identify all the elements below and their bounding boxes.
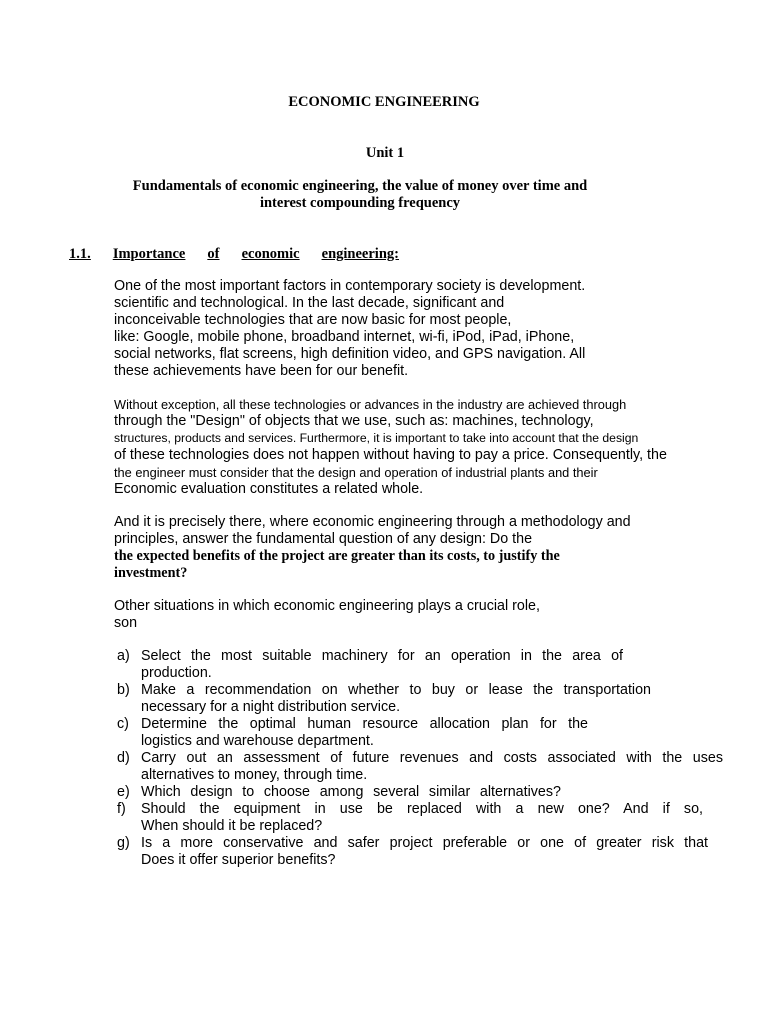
- section-word: economic: [241, 246, 300, 262]
- list-marker: d): [117, 750, 130, 766]
- paragraph-development: [114, 278, 585, 380]
- paragraph-design: [114, 396, 667, 498]
- text-line: investment?: [114, 565, 188, 581]
- section-word: Importance: [112, 246, 186, 262]
- section-heading: [69, 246, 399, 263]
- list-item-text: logistics and warehouse department.: [141, 733, 374, 749]
- list-item-text: Should the equipment in use be replaced with a new one? And if so,: [141, 801, 703, 817]
- text-line: the expected benefits of the project are greater than its costs, to justify the: [114, 548, 560, 564]
- text-line: structures, products and services. Furthermore, it is important to take into account that the design: [114, 431, 639, 445]
- list-item: [117, 716, 723, 750]
- text-line: of these technologies does not happen without having to pay a price. Consequently, the: [114, 447, 667, 463]
- subtitle-line: Fundamentals of economic engineering, the value of money over time and: [132, 178, 588, 194]
- list-marker: b): [117, 682, 130, 698]
- list-item-text: Which design to choose among several similar alternatives?: [141, 784, 561, 800]
- paragraph-situations: [114, 598, 540, 632]
- list-item: [117, 784, 723, 801]
- list-item-text: Make a recommendation on whether to buy or lease the transportation: [141, 682, 651, 698]
- subtitle-line: interest compounding frequency: [259, 195, 461, 211]
- list-item-text: When should it be replaced?: [141, 818, 323, 834]
- situations-list: [117, 648, 723, 869]
- unit-subtitle: [100, 178, 620, 212]
- list-item-text: Determine the optimal human resource allocation plan for the: [141, 716, 588, 732]
- text-line: scientific and technological. In the last decade, significant and: [114, 295, 505, 311]
- text-line: through the "Design" of objects that we use, such as: machines, technology,: [114, 413, 594, 429]
- text-line: Economic evaluation constitutes a related whole.: [114, 481, 424, 497]
- text-line: like: Google, mobile phone, broadband internet, wi-fi, iPod, iPad, iPhone,: [114, 329, 575, 345]
- list-item-text: Carry out an assessment of future revenues and costs associated with the uses: [141, 750, 723, 766]
- section-word: of: [207, 246, 220, 262]
- list-item-text: alternatives to money, through time.: [141, 767, 368, 783]
- list-marker: f): [117, 801, 126, 817]
- text-line: the engineer must consider that the design and operation of industrial plants and their: [114, 465, 598, 480]
- text-line: One of the most important factors in contemporary society is development.: [114, 278, 586, 294]
- paragraph-question: [114, 514, 631, 582]
- unit-heading: Unit 1: [365, 145, 405, 161]
- list-item: [117, 835, 723, 869]
- list-item: [117, 801, 723, 835]
- list-item: [117, 750, 723, 784]
- text-line: Without exception, all these technologies or advances in the industry are achieved through: [114, 397, 627, 412]
- text-line: And it is precisely there, where economic engineering through a methodology and: [114, 514, 631, 530]
- list-item-text: necessary for a night distribution service.: [141, 699, 401, 715]
- section-number: 1.1.: [69, 246, 91, 262]
- list-item-text: production.: [141, 665, 212, 681]
- section-word: engineering:: [321, 246, 399, 262]
- list-marker: g): [117, 835, 130, 851]
- text-line: these achievements have been for our benefit.: [114, 363, 409, 379]
- list-marker: e): [117, 784, 130, 800]
- list-marker: a): [117, 648, 130, 664]
- document-title: ECONOMIC ENGINEERING: [288, 94, 480, 110]
- text-line: principles, answer the fundamental question of any design: Do the: [114, 531, 533, 547]
- list-item-text: Select the most suitable machinery for an operation in the area of: [141, 648, 623, 664]
- list-item-text: Is a more conservative and safer project preferable or one of greater risk that: [141, 835, 708, 851]
- text-line: social networks, flat screens, high definition video, and GPS navigation. All: [114, 346, 586, 362]
- text-line: son: [114, 615, 138, 631]
- list-marker: c): [117, 716, 129, 732]
- text-line: inconceivable technologies that are now basic for most people,: [114, 312, 512, 328]
- list-item-text: Does it offer superior benefits?: [141, 852, 336, 868]
- list-item: [117, 682, 723, 716]
- text-line: Other situations in which economic engineering plays a crucial role,: [114, 598, 540, 614]
- list-item: [117, 648, 723, 682]
